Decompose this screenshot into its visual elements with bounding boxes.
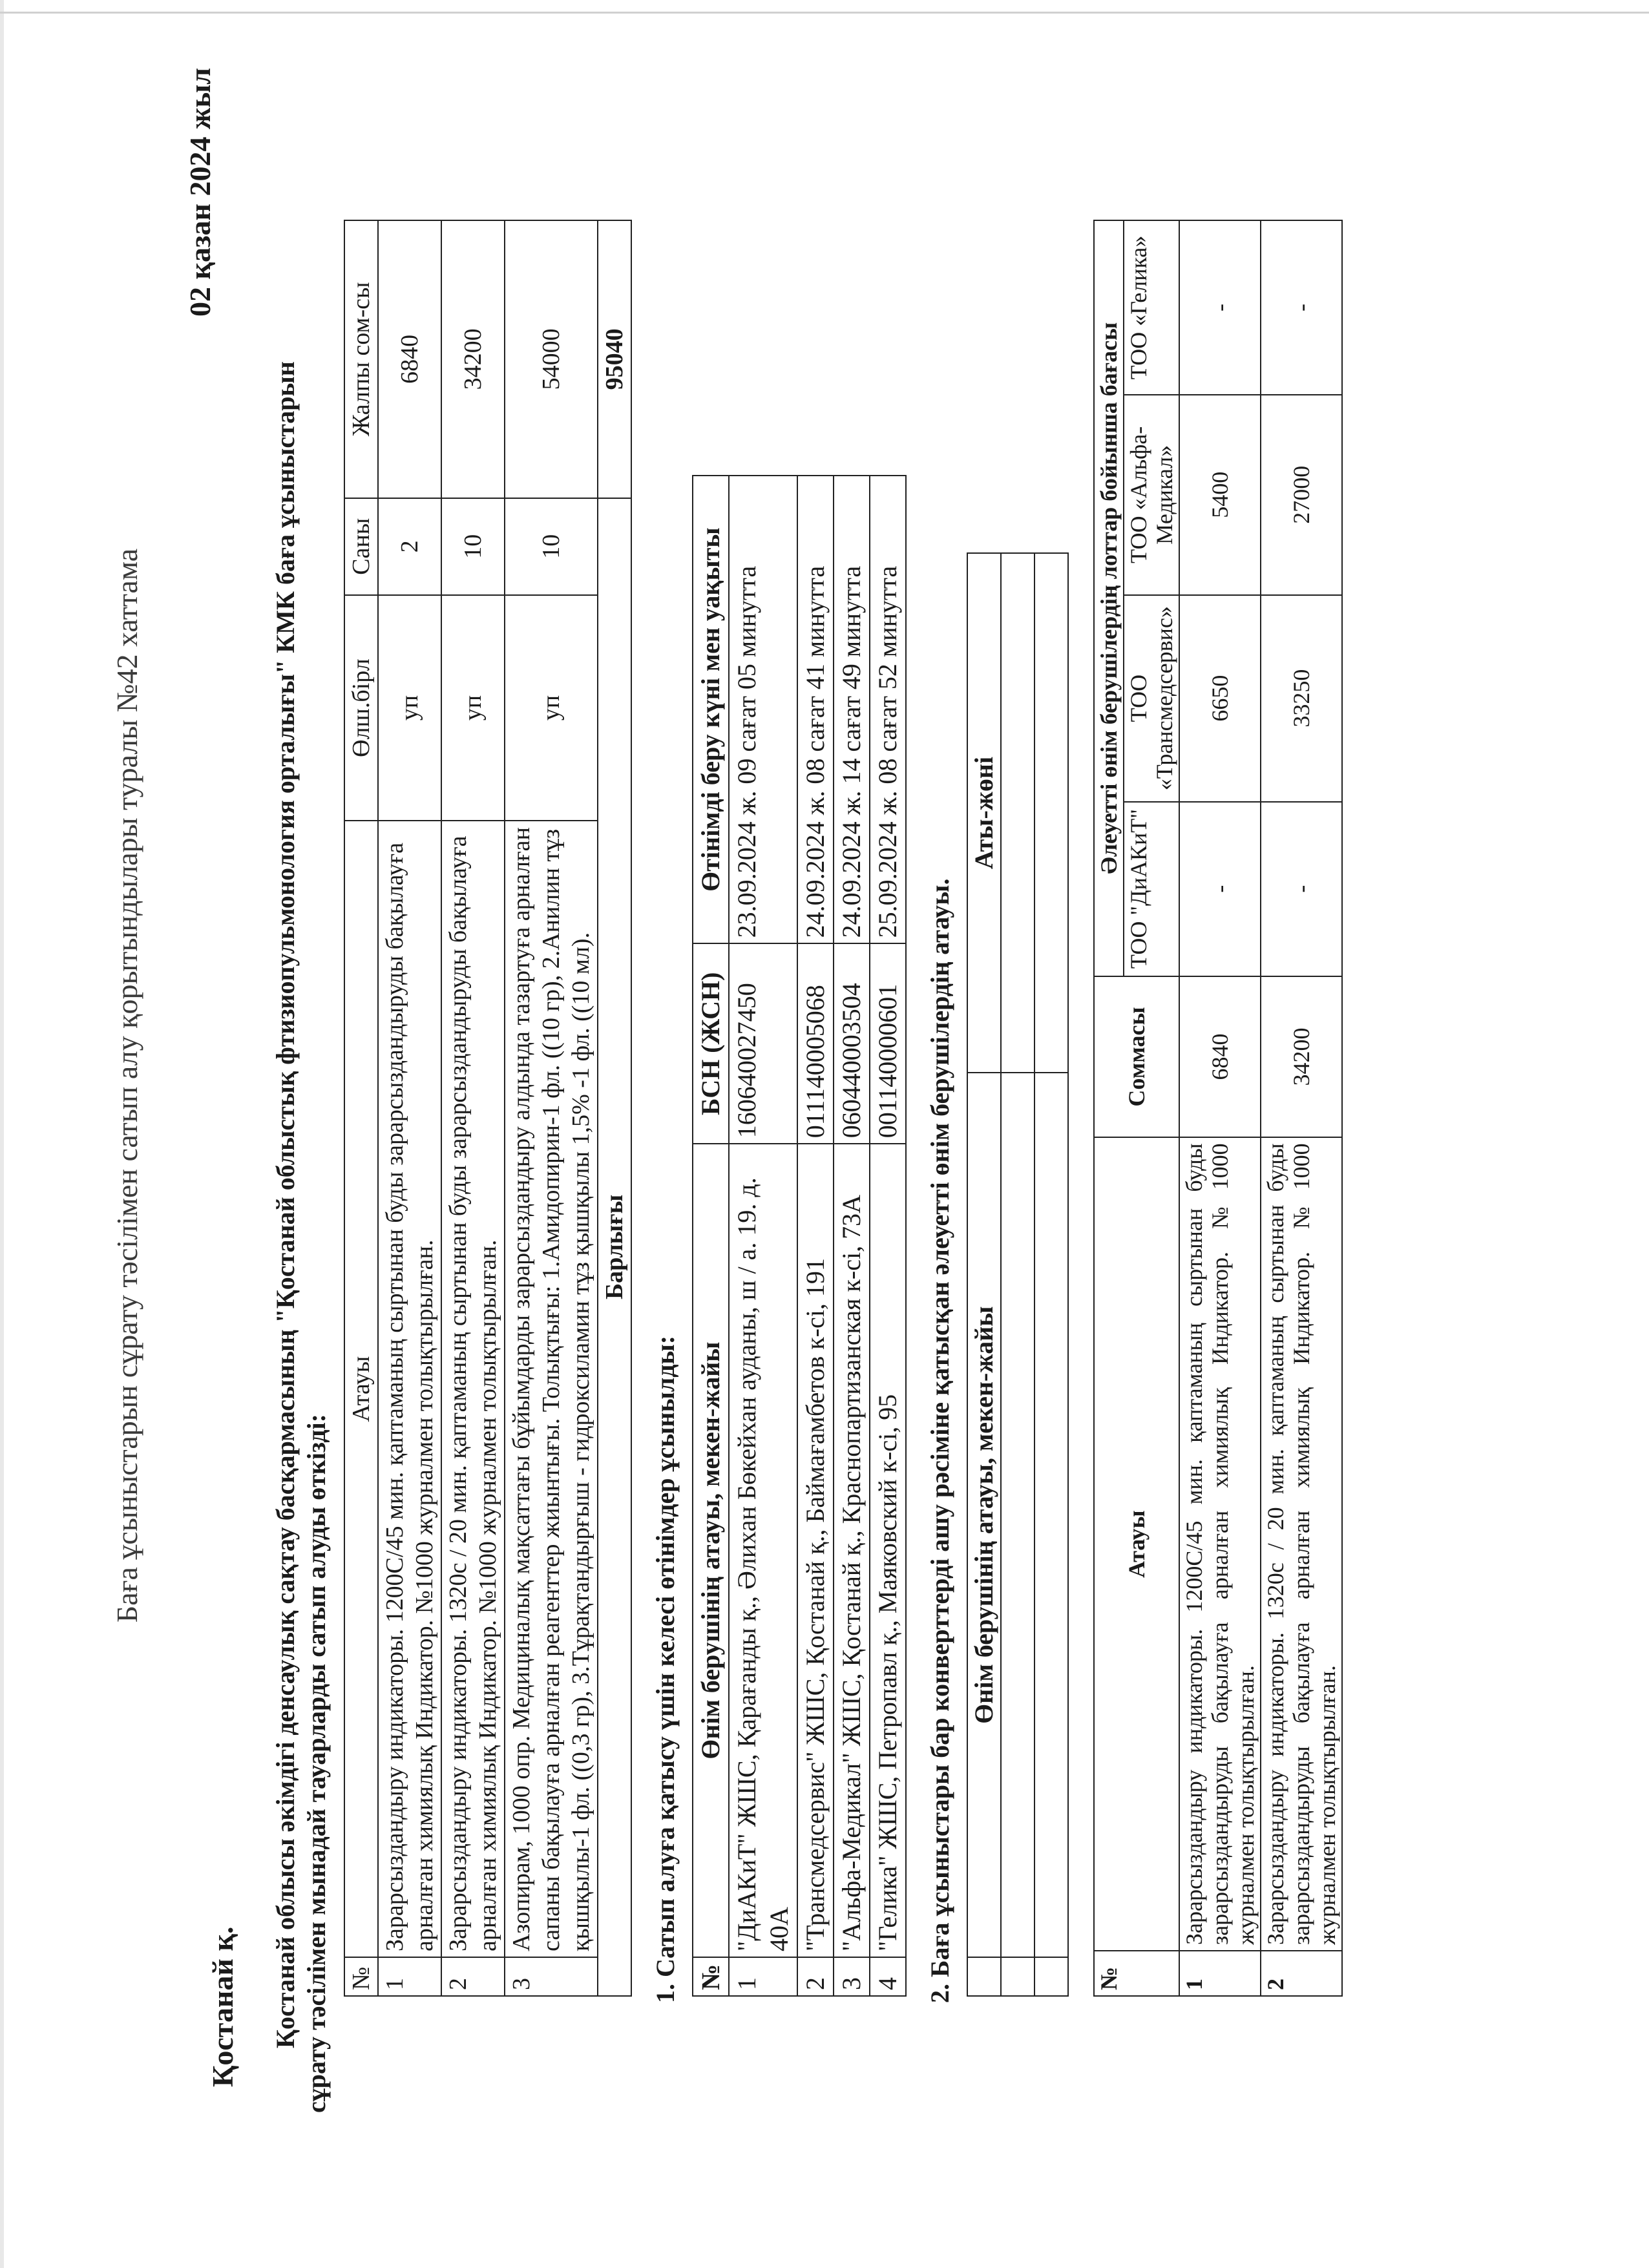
- price-no: 2: [1261, 1951, 1342, 1996]
- table-row: [1001, 553, 1035, 1996]
- goods-total-label: Барлығы: [598, 498, 631, 1996]
- table-row: [834, 476, 870, 1996]
- price-no: 1: [1179, 1951, 1261, 1996]
- opening-table: [967, 552, 1069, 1997]
- goods-header-name: Атауы: [344, 821, 378, 1957]
- price-sum: 34200: [1261, 976, 1342, 1138]
- bid-bin: 001140000601: [870, 943, 906, 1144]
- goods-total: 6840: [378, 220, 441, 498]
- goods-no: 2: [441, 1957, 505, 1996]
- table-row: [870, 476, 906, 1996]
- bid-bin: 160640027450: [729, 943, 797, 1144]
- goods-name: Зарарсыздандыру индикаторы. 1320с / 20 мин. қаптаманың сыртынан буды зарарсыздандыруды бақылауға арналған химиялық Индикатор. №1000 журналмен толықтырылған.: [441, 821, 505, 1957]
- opening-header-fullname: Аты-жөні: [967, 553, 1001, 1073]
- goods-total: 34200: [441, 220, 505, 498]
- goods-qty: 2: [378, 498, 441, 595]
- price-value: 27000: [1261, 395, 1342, 595]
- goods-no: 3: [505, 1957, 598, 1996]
- city: Қостанай қ.: [206, 1926, 239, 2087]
- goods-total: 54000: [505, 220, 598, 498]
- price-header-name: Атауы: [1094, 1137, 1179, 1951]
- price-name: Зарарсыздандыру индикаторы. 1320с / 20 мин. қаптаманың сыртынан буды зарарсыздандыруды бақылауға арналған химиялық Индикатор. №1000 журналмен толықтырылған.: [1261, 1137, 1342, 1951]
- table-row: [729, 476, 797, 1996]
- bid-no: 4: [870, 1957, 906, 1996]
- bid-time: 25.09.2024 ж. 08 сағат 52 минутта: [870, 476, 906, 943]
- price-header-supplier: ТОО «Гелика»: [1124, 220, 1179, 395]
- price-header-row-1: [1094, 220, 1124, 1996]
- goods-table: [344, 220, 632, 1997]
- goods-qty: 10: [441, 498, 505, 595]
- section-2-heading: 2. Баға ұсыныстары бар конверттерді ашу рәсіміне қатысқан әлеуетті өнім берушілердің атауы.: [925, 878, 954, 2003]
- opening-empty-cell: [1035, 1073, 1068, 1957]
- bids-header-time: Өтінімді беру күні мен уақыты: [693, 476, 729, 943]
- table-row: [1035, 553, 1068, 1996]
- goods-header-row: [344, 220, 378, 1996]
- bids-header-no: №: [693, 1957, 729, 1996]
- price-value: 33250: [1261, 595, 1342, 802]
- intro-line-1: Қостанай облысы әкімдігі денсаулық сақтау басқармасының "Қостанай облыстық фтизиопульмонология орталығы" КМК баға ұсыныстарын: [271, 361, 300, 2048]
- bid-supplier: "Трансмедсервис" ЖШС, Қостанай қ., Баймағамбетов к-сі, 191: [797, 1144, 834, 1957]
- opening-header-supplier: Өнім берушінің атауы, мекен-жайы: [967, 1073, 1001, 1957]
- price-header-group: Әлеуетті өнім берушілердің лоттар бойынша бағасы: [1094, 220, 1124, 976]
- goods-name: Азопирам, 1000 опр. Медициналық мақсаттағы бұйымдарды зарарсыздандыру алдында тазартуға арналған сапаны бақылауға арналған реагенттер жиынтығы. Толықтығы: 1.Амидопирин-1 фл. ((10 гр), 2.Анилин тұз қышқылы-1 фл. ((0,3 гр), 3.Тұрақтандырғыш - гидроксиламин тұз қышқылы 1,5% -1 фл. ((10 мл).: [505, 821, 598, 1957]
- goods-unit: уп: [505, 595, 598, 821]
- table-row: [1261, 220, 1342, 1996]
- table-row: [378, 220, 441, 1996]
- goods-no: 1: [378, 1957, 441, 1996]
- price-value: -: [1179, 802, 1261, 976]
- goods-total-value: 95040: [598, 220, 631, 498]
- bid-no: 2: [797, 1957, 834, 1996]
- price-value: 6650: [1179, 595, 1261, 802]
- price-value: -: [1261, 802, 1342, 976]
- bid-time: 24.09.2024 ж. 08 сағат 41 минутта: [797, 476, 834, 943]
- goods-header-total: Жалпы сом-сы: [344, 220, 378, 498]
- opening-empty-cell: [1035, 553, 1068, 1073]
- opening-empty-cell: [1001, 1073, 1035, 1957]
- table-row: [797, 476, 834, 1996]
- price-value: 5400: [1179, 395, 1261, 595]
- price-sum: 6840: [1179, 976, 1261, 1138]
- bid-time: 24.09.2024 ж. 14 сағат 49 минутта: [834, 476, 870, 943]
- table-row: [505, 220, 598, 1996]
- price-header-no: №: [1094, 1951, 1179, 1996]
- document-title: Баға ұсыныстарын сұрату тәсілімен сатып алу қорытындылары туралы №42 хаттама: [110, 548, 143, 1623]
- bid-time: 23.09.2024 ж. 09 сағат 05 минутта: [729, 476, 797, 943]
- bid-supplier: "ДиАКиТ" ЖШС, Қарағанды қ., Әлихан Бөкейхан ауданы, ш / а. 19. д. 40А: [729, 1144, 797, 1957]
- city-date-line: [184, 6, 244, 2113]
- goods-total-row: [598, 220, 631, 1996]
- intro-line-2: сұрату тәсілімен мынадай тауарларды сатып алуды өткізді:: [302, 1414, 331, 2113]
- bids-header-row: [693, 476, 729, 1996]
- price-header-sum: Соммасы: [1094, 976, 1179, 1138]
- price-header-supplier: ТОО "ДиАКиТ": [1124, 802, 1179, 976]
- goods-unit: уп: [441, 595, 505, 821]
- price-name: Зарарсыздандыру индикаторы. 1200С/45 мин. қаптаманың сыртынан буды зарарсыздандыруды бақылауға арналған химиялық Индикатор. №1000 журналмен толықтырылған.: [1179, 1137, 1261, 1951]
- goods-header-no: №: [344, 1957, 378, 1996]
- bid-bin: 011140005068: [797, 943, 834, 1144]
- bid-supplier: "Гелика" ЖШС, Петропавл қ., Маяковский к-сі, 95: [870, 1144, 906, 1957]
- bid-supplier: "Альфа-Медикал" ЖШС, Қостанай қ., Краснопартизанская к-сі, 73А: [834, 1144, 870, 1957]
- section-1-heading: 1. Сатып алуға қатысу үшін келесі өтінімдер ұсынылды:: [651, 1335, 680, 2003]
- opening-empty-cell: [1035, 1957, 1068, 1996]
- bids-table: [692, 475, 907, 1997]
- price-value: -: [1261, 220, 1342, 395]
- goods-qty: 10: [505, 498, 598, 595]
- opening-empty-cell: [967, 1957, 1001, 1996]
- opening-header-row: [967, 553, 1001, 1996]
- price-table: [1093, 220, 1343, 1997]
- table-row: [1179, 220, 1261, 1996]
- price-header-supplier: ТОО «Альфа-Медикал»: [1124, 395, 1179, 595]
- opening-empty-cell: [1001, 1957, 1035, 1996]
- goods-unit: уп: [378, 595, 441, 821]
- intro-text: [270, 6, 332, 2113]
- bids-header-supplier: Өнім берушінің атауы, мекен-жайы: [693, 1144, 729, 1957]
- date: 02 қазан 2024 жыл: [184, 67, 216, 317]
- price-header-supplier: ТОО «Трансмедсервис»: [1124, 595, 1179, 802]
- bids-header-bin: БСН (ЖСН): [693, 943, 729, 1144]
- table-row: [441, 220, 505, 1996]
- bid-no: 1: [729, 1957, 797, 1996]
- bid-bin: 060440003504: [834, 943, 870, 1144]
- bid-no: 3: [834, 1957, 870, 1996]
- goods-header-qty: Саны: [344, 498, 378, 595]
- opening-empty-cell: [1001, 553, 1035, 1073]
- document: [110, 6, 1343, 2113]
- goods-name: Зарарсыздандыру индикаторы. 1200С/45 мин. қаптаманың сыртынан буды зарарсыздандыруды бақылауға арналған химиялық Индикатор. №1000 журналмен толықтырылған.: [378, 821, 441, 1957]
- price-value: -: [1179, 220, 1261, 395]
- goods-header-unit: Өлш.бірл: [344, 595, 378, 821]
